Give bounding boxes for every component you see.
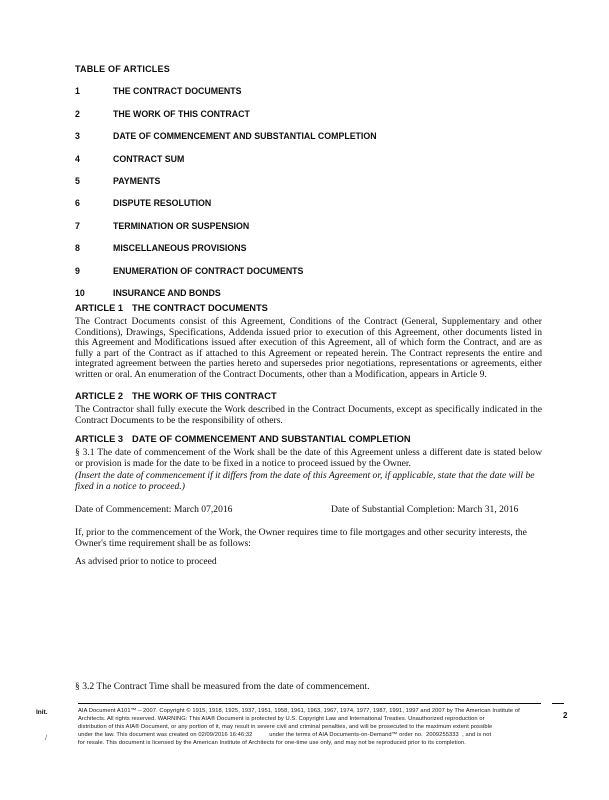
article-2 (75, 391, 542, 426)
copyright-line: under the law. This document was created on 02/09/2016 16:46:32 under the terms of AIA Documents-on-Demand™ order no. 2009255333 , and is not (78, 732, 492, 738)
section-3-1-text: § 3.1 The date of commencement of the Work shall be the date of this Agreement unless a different date is stated below or provision is made for the date to be fixed in a notice to proceed issued by the Owner. (75, 447, 542, 469)
article-1-body: The Contract Documents consist of this Agreement, Conditions of the Contract (General, Supplementary and other Conditions), Drawings, Specifications, Addenda issued prior to execution of this Agreement, other documents listed in this Agreement and Modifications issued after execution of this Agreement, all of which form the Contract, and are as fully a part of the Contract as if attached to this Agreement or repeated herein. The Contract represents the entire and integrated agreement between the parties hereto and supersedes prior negotiations, representations or agreements, either written or oral. An enumeration of the Contract Documents, other than a Modification, appears in Article 9. (75, 316, 542, 380)
copyright-line: for resale. This document is licensed by the American Institute of Architects for one-time use only, and may not be reproduced prior to its completion. (78, 740, 466, 746)
toc-item-number: 6 (75, 198, 80, 209)
toc-heading: TABLE OF ARTICLES (75, 64, 170, 74)
article-3-label: ARTICLE 3 (75, 434, 124, 444)
init-label: Init. (36, 709, 48, 716)
toc-item-number: 2 (75, 108, 80, 119)
article-1-heading (75, 303, 542, 314)
toc-item (75, 176, 541, 186)
toc-item-number: 5 (75, 175, 80, 186)
toc-item-number: 9 (75, 265, 80, 276)
toc-item (75, 154, 541, 164)
toc-item (75, 131, 541, 141)
toc-item-title: THE WORK OF THIS CONTRACT (113, 108, 250, 119)
article-3 (75, 434, 542, 567)
toc-item (75, 198, 541, 208)
toc-item-title: CONTRACT SUM (113, 153, 185, 164)
toc-item-number: 3 (75, 131, 80, 142)
toc-item-title: TERMINATION OR SUSPENSION (113, 220, 250, 231)
article-1 (75, 303, 542, 381)
init-signature-mark: / (45, 733, 48, 742)
article-3-heading (75, 434, 542, 445)
toc-item-title: DISPUTE RESOLUTION (113, 198, 212, 209)
copyright-notice (78, 707, 541, 747)
toc-item-number: 10 (75, 287, 85, 298)
toc-item-title: THE CONTRACT DOCUMENTS (113, 86, 242, 97)
toc-item (75, 266, 541, 276)
toc-item-number: 4 (75, 153, 80, 164)
table-of-articles (75, 64, 541, 298)
toc-item-title: ENUMERATION OF CONTRACT DOCUMENTS (113, 265, 304, 276)
toc-item-title: PAYMENTS (113, 175, 161, 186)
article-2-heading (75, 391, 542, 402)
toc-item (75, 288, 541, 298)
owner-time-requirement: As advised prior to notice to proceed (75, 555, 217, 567)
footer-divider-short (552, 703, 564, 704)
toc-item-title: DATE OF COMMENCEMENT AND SUBSTANTIAL COMPLETION (113, 131, 377, 142)
article-2-label: ARTICLE 2 (75, 391, 124, 401)
copyright-line: AIA Document A101™ – 2007. Copyright © 1915, 1918, 1925, 1937, 1951, 1958, 1961, 1963, 1967, 1974, 1977, 1987, 1991, 1997 and 2007 by The American Institute of (78, 708, 520, 714)
article-1-title: THE CONTRACT DOCUMENTS (132, 303, 268, 313)
article-3-title: DATE OF COMMENCEMENT AND SUBSTANTIAL COMPLETION (132, 434, 411, 444)
page-number: 2 (563, 711, 568, 720)
toc-item (75, 221, 541, 231)
toc-item-number: 8 (75, 243, 80, 254)
article-2-body: The Contractor shall fully execute the Work described in the Contract Documents, except as specifically indicated in the Contract Documents to be the responsibility of others. (75, 404, 542, 426)
toc-item-number: 7 (75, 220, 80, 231)
toc-item (75, 109, 541, 119)
mortgage-paragraph: If, prior to the commencement of the Work, the Owner requires time to file mortgages and other security interests, the Owner's time requirement shall be as follows: (75, 527, 527, 549)
article-2-title: THE WORK OF THIS CONTRACT (132, 391, 277, 401)
dates-row (75, 504, 542, 515)
toc-item-number: 1 (75, 86, 80, 97)
copyright-line: distribution of this AIA® Document, or any portion of it, may result in severe civil and criminal penalties, and will be prosecuted to the maximum extent possible (78, 724, 493, 730)
toc-item-title: INSURANCE AND BONDS (113, 287, 221, 298)
date-of-substantial-completion: Date of Substantial Completion: March 31, 2016 (331, 504, 519, 516)
section-3-2-text: § 3.2 The Contract Time shall be measured from the date of commencement. (75, 681, 370, 692)
date-of-commencement: Date of Commencement: March 07,2016 (75, 504, 233, 516)
article-1-label: ARTICLE 1 (75, 303, 124, 313)
toc-item (75, 86, 541, 96)
copyright-line: Architects. All rights reserved. WARNING: This AIA® Document is protected by U.S. Copyright Law and International Treaties. Unauthorized reproduction or (78, 716, 485, 722)
insert-instruction-note: (Insert the date of commencement if it differs from the date of this Agreement or, if applicable, state that the date will be fixed in a notice to proceed.) (75, 470, 535, 492)
toc-item-title: MISCELLANEOUS PROVISIONS (113, 243, 247, 254)
toc-item (75, 243, 541, 253)
footer-divider (78, 703, 541, 704)
